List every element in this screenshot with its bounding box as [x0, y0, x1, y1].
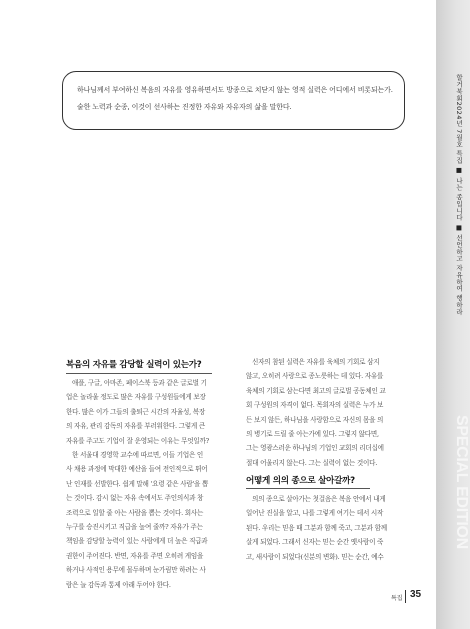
body-text-line: 는 것이다. 감시 없는 자유 속에서도 주인의식과 창: [66, 494, 204, 503]
body-text-line: 한 서울대 경영학 교수에 따르면, 이들 기업은 인: [72, 451, 204, 460]
special-edition-watermark: SPECIAL EDITION: [453, 415, 470, 549]
body-text-line: 그는 영광스러운 하나님의 기업인 교회의 리더십에: [246, 444, 384, 453]
body-text-line: 않고, 오히려 사랑으로 종노릇하는 데 있다. 자유를: [246, 372, 384, 381]
right-body-text-top: [246, 355, 416, 470]
left-section-heading: 복음의 자유를 감당할 실력이 있는가?: [66, 360, 202, 370]
side-tab-title: 할거북회2024년 7월호 특집 ■ 나는 종입니다 ■ 선언하고 자유하여 행하라: [455, 74, 463, 316]
body-text-line: 람은 늘 감독과 통제 아래 두어야 한다.: [66, 580, 171, 589]
pull-quote-line-2: 숱한 노력과 순종, 이것이 선사하는 진정한 자유와 자유자의 삶을 말한다.: [77, 103, 292, 111]
body-text-line: 육체의 기회로 삼는다면 최고의 글로벌 공동체인 교: [246, 386, 386, 395]
page-number: 35: [410, 589, 422, 600]
right-body-text-bottom: [246, 492, 416, 564]
body-text-line: 고, 새사람이 되었다(신분의 변화). 믿는 순간, 예수: [246, 552, 384, 561]
body-text-line: 업은 놀라울 정도로 많은 자유를 구성원들에게 보장: [66, 393, 206, 402]
footer-section-label: 특집: [391, 595, 403, 602]
body-text-line: 권한이 주어진다. 반면, 자유를 주면 오히려 게임을: [66, 551, 204, 560]
body-text-line: 누구를 승진시키고 직급을 높여 줄까? 자유가 주는: [66, 523, 203, 532]
left-body-text: [66, 376, 236, 592]
side-tab: [436, 0, 470, 629]
body-text-line: 사 채용 과정에 막대한 예산을 들여 전인적으로 뛰어: [66, 465, 208, 474]
body-text-line: 책임을 감당할 능력이 있는 사람에게 더 높은 직급과: [66, 537, 208, 546]
body-text-line: 한다. 많은 이가 그들의 출퇴근 시간의 자율성, 복장: [66, 407, 206, 416]
body-text-line: 의 자유, 관리 감독의 자유를 부러워한다. 그렇게 큰: [66, 422, 206, 431]
body-text-line: 하거나 사적인 용무에 몰두하며 눈가림만 하려는 사: [66, 566, 206, 575]
body-text-line: 된다. 우리는 믿음 때 그분과 함께 죽고, 그분과 함께: [246, 523, 387, 532]
body-text-line: 애플, 구글, 아마존, 페이스북 등과 같은 글로벌 기: [72, 379, 207, 387]
body-text-line: 자유를 주고도 기업이 잘 운영되는 이유는 무엇일까?: [66, 436, 209, 445]
body-text-line: 의 병기로 드릴 줄 아는가에 있다. 그렇지 않다면,: [246, 430, 379, 439]
body-text-line: 신자의 참된 실력은 자유를 육체의 기회로 삼지: [252, 358, 380, 366]
body-text-line: 살게 되었다. 그래서 신자는 믿는 순간 옛사람이 죽: [246, 538, 384, 547]
right-section-heading: 어떻게 의의 종으로 살아갈까?: [246, 476, 355, 486]
left-heading-underline: [66, 373, 212, 374]
body-text-line: 회 구성원의 자격이 없다. 목회자의 실력은 누가 보: [246, 401, 384, 410]
body-text-line: 난 인재를 선발한다. 쉽게 말해 '요령 같은 사람'을 뽑: [66, 479, 209, 488]
body-text-line: 조력으로 일할 줄 아는 사람을 뽑는 것이다. 회사는: [66, 508, 204, 517]
body-text-line: 의의 종으로 살아가는 첫걸음은 복음 안에서 내게: [252, 495, 386, 503]
footer-divider: [405, 590, 406, 603]
body-text-line: 일어난 진실을 알고, 나를 그렇게 여기는 데서 시작: [246, 509, 384, 518]
right-heading-underline: [246, 488, 370, 489]
pull-quote-box: [62, 71, 405, 130]
body-text-line: 든 보지 않든, 하나님을 사랑함으로 자신의 몸을 의: [246, 415, 384, 424]
body-text-line: 절대 어울리지 않는다. 그는 실력이 없는 것이다.: [246, 458, 378, 467]
pull-quote-line-1: 하나님께서 부여하신 복음의 자유를 영유하면서도 방종으로 치닫지 않는 영적 실력은 어디에서 비롯되는가.: [77, 86, 393, 94]
